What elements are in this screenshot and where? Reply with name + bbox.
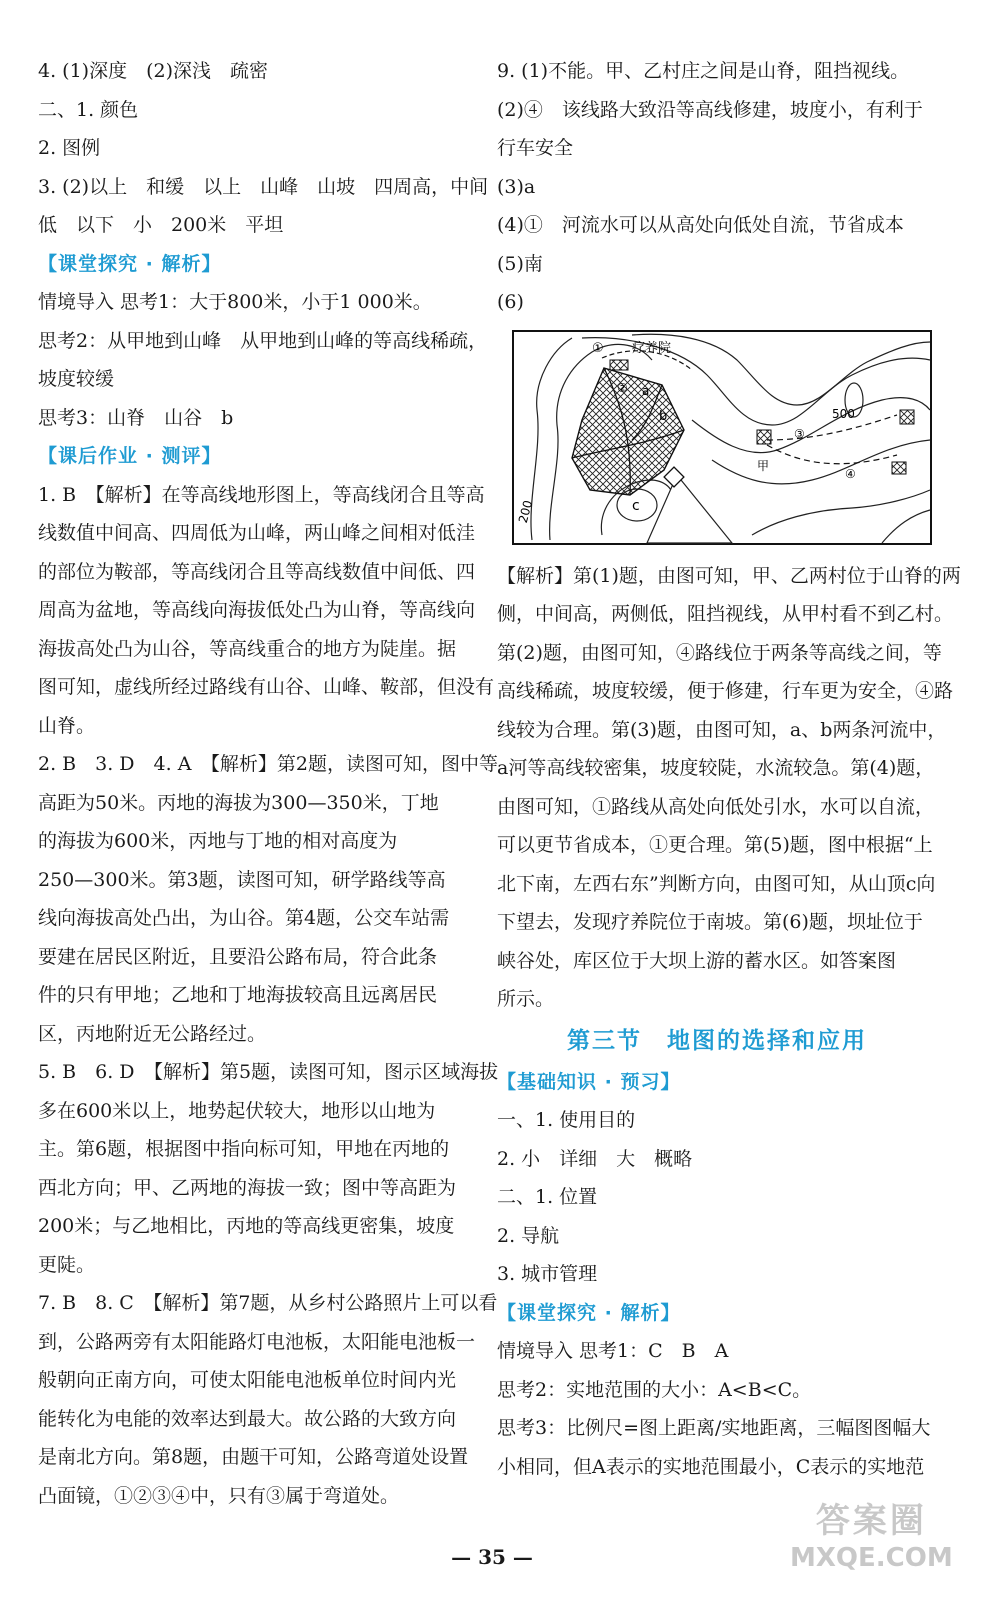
text-line: 思考3：山脊 山谷 b [38, 406, 234, 429]
watermark [790, 1500, 953, 1574]
text-line: 9. (1)不能。甲、乙村庄之间是山脊，阻挡视线。 [497, 60, 910, 82]
text-line: 行车安全 [497, 137, 574, 159]
text-line: 多在600米以上，地势起伏较大，地形以山地为 [38, 1099, 436, 1122]
answer-block-9 [497, 52, 937, 322]
text-line: 3. 城市管理 [497, 1263, 598, 1285]
text-line: 3. (2)以上 和缓 以上 山峰 山坡 四周高，中间 [38, 175, 489, 198]
page-number: — 35 — [451, 1545, 533, 1569]
text-line: 主。第6题，根据图中指向标可知，甲地在丙地的 [38, 1138, 450, 1160]
map-label-sanatorium: 疗养院 [632, 340, 672, 356]
text-line: 思考2：实地范围的大小：A<B<C。 [497, 1378, 812, 1401]
text-line: (4)① 河流水可以从高处向低处自流，节省成本 [497, 214, 904, 236]
text-line: 山脊。 [38, 714, 96, 737]
text-line: 2. 小 详细 大 概略 [497, 1147, 693, 1170]
text-line: 坡度较缓 [38, 368, 115, 390]
section-tag: 【课后作业 · 测评】 [38, 445, 222, 467]
text-line: 4. (1)深度 (2)深浅 疏密 [38, 60, 268, 82]
text-line: 小相同，但A表示的实地范围最小，C表示的实地范 [497, 1455, 925, 1478]
map-label-500: 500 [832, 406, 855, 421]
text-line: 思考2：从甲地到山峰 从甲地到山峰的等高线稀疏， [38, 329, 488, 352]
text-line: 二、1. 颜色 [38, 98, 139, 121]
text-line: 海拔高处凸为山谷，等高线重合的地方为陡崖。据 [38, 637, 457, 660]
text-line: 所示。 [497, 988, 555, 1010]
section-tag: 【课堂探究 · 解析】 [497, 1301, 681, 1324]
text-line: 更陡。 [38, 1253, 96, 1276]
map-route-4: ④ [845, 466, 856, 481]
text-line: 北下南，左西右东”判断方向，由图可知，从山顶c向 [497, 872, 936, 895]
text-line: 200米；与乙地相比，丙地的等高线更密集，坡度 [38, 1215, 455, 1237]
text-line: 图可知，虚线所经过路线有山谷、山峰、鞍部，但没有 [38, 676, 495, 698]
text-line: 线向海拔高处凸出，为山谷。第4题，公交车站需 [38, 907, 450, 929]
text-line: 是南北方向。第8题，由题干可知，公路弯道处设置 [38, 1446, 469, 1468]
text-line: 侧，中间高，两侧低，阻挡视线，从甲村看不到乙村。 [497, 603, 954, 625]
map-label-c: c [632, 497, 640, 514]
text-line: 【解析】第(1)题，由图可知，甲、乙两村位于山脊的两 [497, 564, 961, 587]
text-line: 线数值中间高、四周低为山峰，两山峰之间相对低洼 [38, 522, 476, 544]
text-line: 周高为盆地，等高线向海拔低处凸为山脊，等高线向 [38, 599, 476, 621]
contour-map-svg [512, 330, 932, 545]
text-line: 7. B 8. C 【解析】第7题，从乡村公路照片上可以看 [38, 1292, 498, 1314]
text-line: 2. B 3. D 4. A 【解析】第2题，读图可知，图中等 [38, 753, 499, 775]
text-line: 思考3：比例尺=图上距离/实地距离，三幅图图幅大 [497, 1417, 931, 1439]
watermark-bottom: MXQE.COM [790, 1543, 953, 1573]
map-route-2: ② [617, 380, 628, 395]
map-label-a: a [642, 383, 650, 398]
watermark-top: 答案圈 [815, 1501, 927, 1541]
text-line: 情境导入 思考1：C B A [497, 1340, 729, 1362]
section-tag: 【课堂探究 · 解析】 [38, 252, 222, 275]
map-label-b: b [659, 408, 668, 424]
text-line: 5. B 6. D 【解析】第5题，读图可知，图示区域海拔 [38, 1061, 499, 1083]
text-line: 的海拔为600米，丙地与丁地的相对高度为 [38, 830, 398, 852]
text-line: 到，公路两旁有太阳能路灯电池板，太阳能电池板一 [38, 1330, 476, 1353]
text-line: 西北方向；甲、乙两地的海拔一致；图中等高距为 [38, 1176, 457, 1199]
text-line: 250—300米。第3题，读图可知，研学路线等高 [38, 868, 446, 891]
text-line: 下望去，发现疗养院位于南坡。第(6)题，坝址位于 [497, 911, 923, 933]
text-line: 般朝向正南方向，可使太阳能电池板单位时间内光 [38, 1369, 457, 1391]
text-line: 凸面镜，①②③④中，只有③属于弯道处。 [38, 1484, 400, 1507]
right-column [497, 52, 961, 1486]
map-route-3: ③ [794, 426, 805, 441]
text-line: 高线稀疏，坡度较缓，便于修建，行车更为安全，④路 [497, 680, 954, 702]
text-line: 峡谷处，库区位于大坝上游的蓄水区。如答案图 [497, 949, 897, 972]
text-line: 可以更节省成本，①更合理。第(5)题，图中根据“上 [497, 834, 933, 856]
text-line: (5)南 [497, 252, 543, 275]
section-tag: 【基础知识 · 预习】 [497, 1070, 681, 1093]
text-line: 1. B 【解析】在等高线地形图上，等高线闭合且等高 [38, 483, 485, 506]
text-line: 能转化为电能的效率达到最大。故公路的大致方向 [38, 1407, 457, 1430]
analysis-and-section-3 [497, 557, 961, 1487]
text-line: (2)④ 该线路大致沿等高线修建，坡度小，有利于 [497, 98, 923, 121]
contour-map [512, 330, 932, 545]
section-title: 第三节 地图的选择和应用 [567, 1026, 867, 1054]
text-line: 线较为合理。第(3)题，由图可知，a、b两条河流中， [497, 718, 947, 741]
text-line: 一、1. 使用目的 [497, 1109, 636, 1131]
text-line: 2. 导航 [497, 1224, 560, 1247]
text-line: 高距为50米。丙地的海拔为300—350米，丁地 [38, 791, 439, 814]
text-line: 的部位为鞍部，等高线闭合且等高线数值中间低、四 [38, 560, 476, 583]
text-line: (6) [497, 291, 524, 313]
text-line: 第(2)题，由图可知，④路线位于两条等高线之间，等 [497, 641, 942, 664]
left-column [38, 52, 499, 1515]
text-line: 2. 图例 [38, 137, 101, 159]
text-line: (3)a [497, 175, 536, 198]
map-label-jia: 甲 [757, 458, 770, 473]
map-route-1: ① [592, 340, 604, 356]
text-line: 二、1. 位置 [497, 1186, 598, 1208]
text-line: 由图可知，①路线从高处向低处引水，水可以自流， [497, 795, 935, 818]
map-label-200: 200 [515, 498, 536, 525]
text-line: a河等高线较密集，坡度较陡，水流较急。第(4)题， [497, 757, 935, 779]
text-line: 要建在居民区附近，且要沿公路布局，符合此条 [38, 945, 438, 968]
text-line: 件的只有甲地；乙地和丁地海拔较高且远离居民 [38, 984, 438, 1006]
text-line: 情境导入 思考1：大于800米，小于1 000米。 [38, 291, 432, 313]
text-line: 区，丙地附近无公路经过。 [38, 1022, 267, 1045]
text-line: 低 以下 小 200米 平坦 [38, 214, 284, 236]
